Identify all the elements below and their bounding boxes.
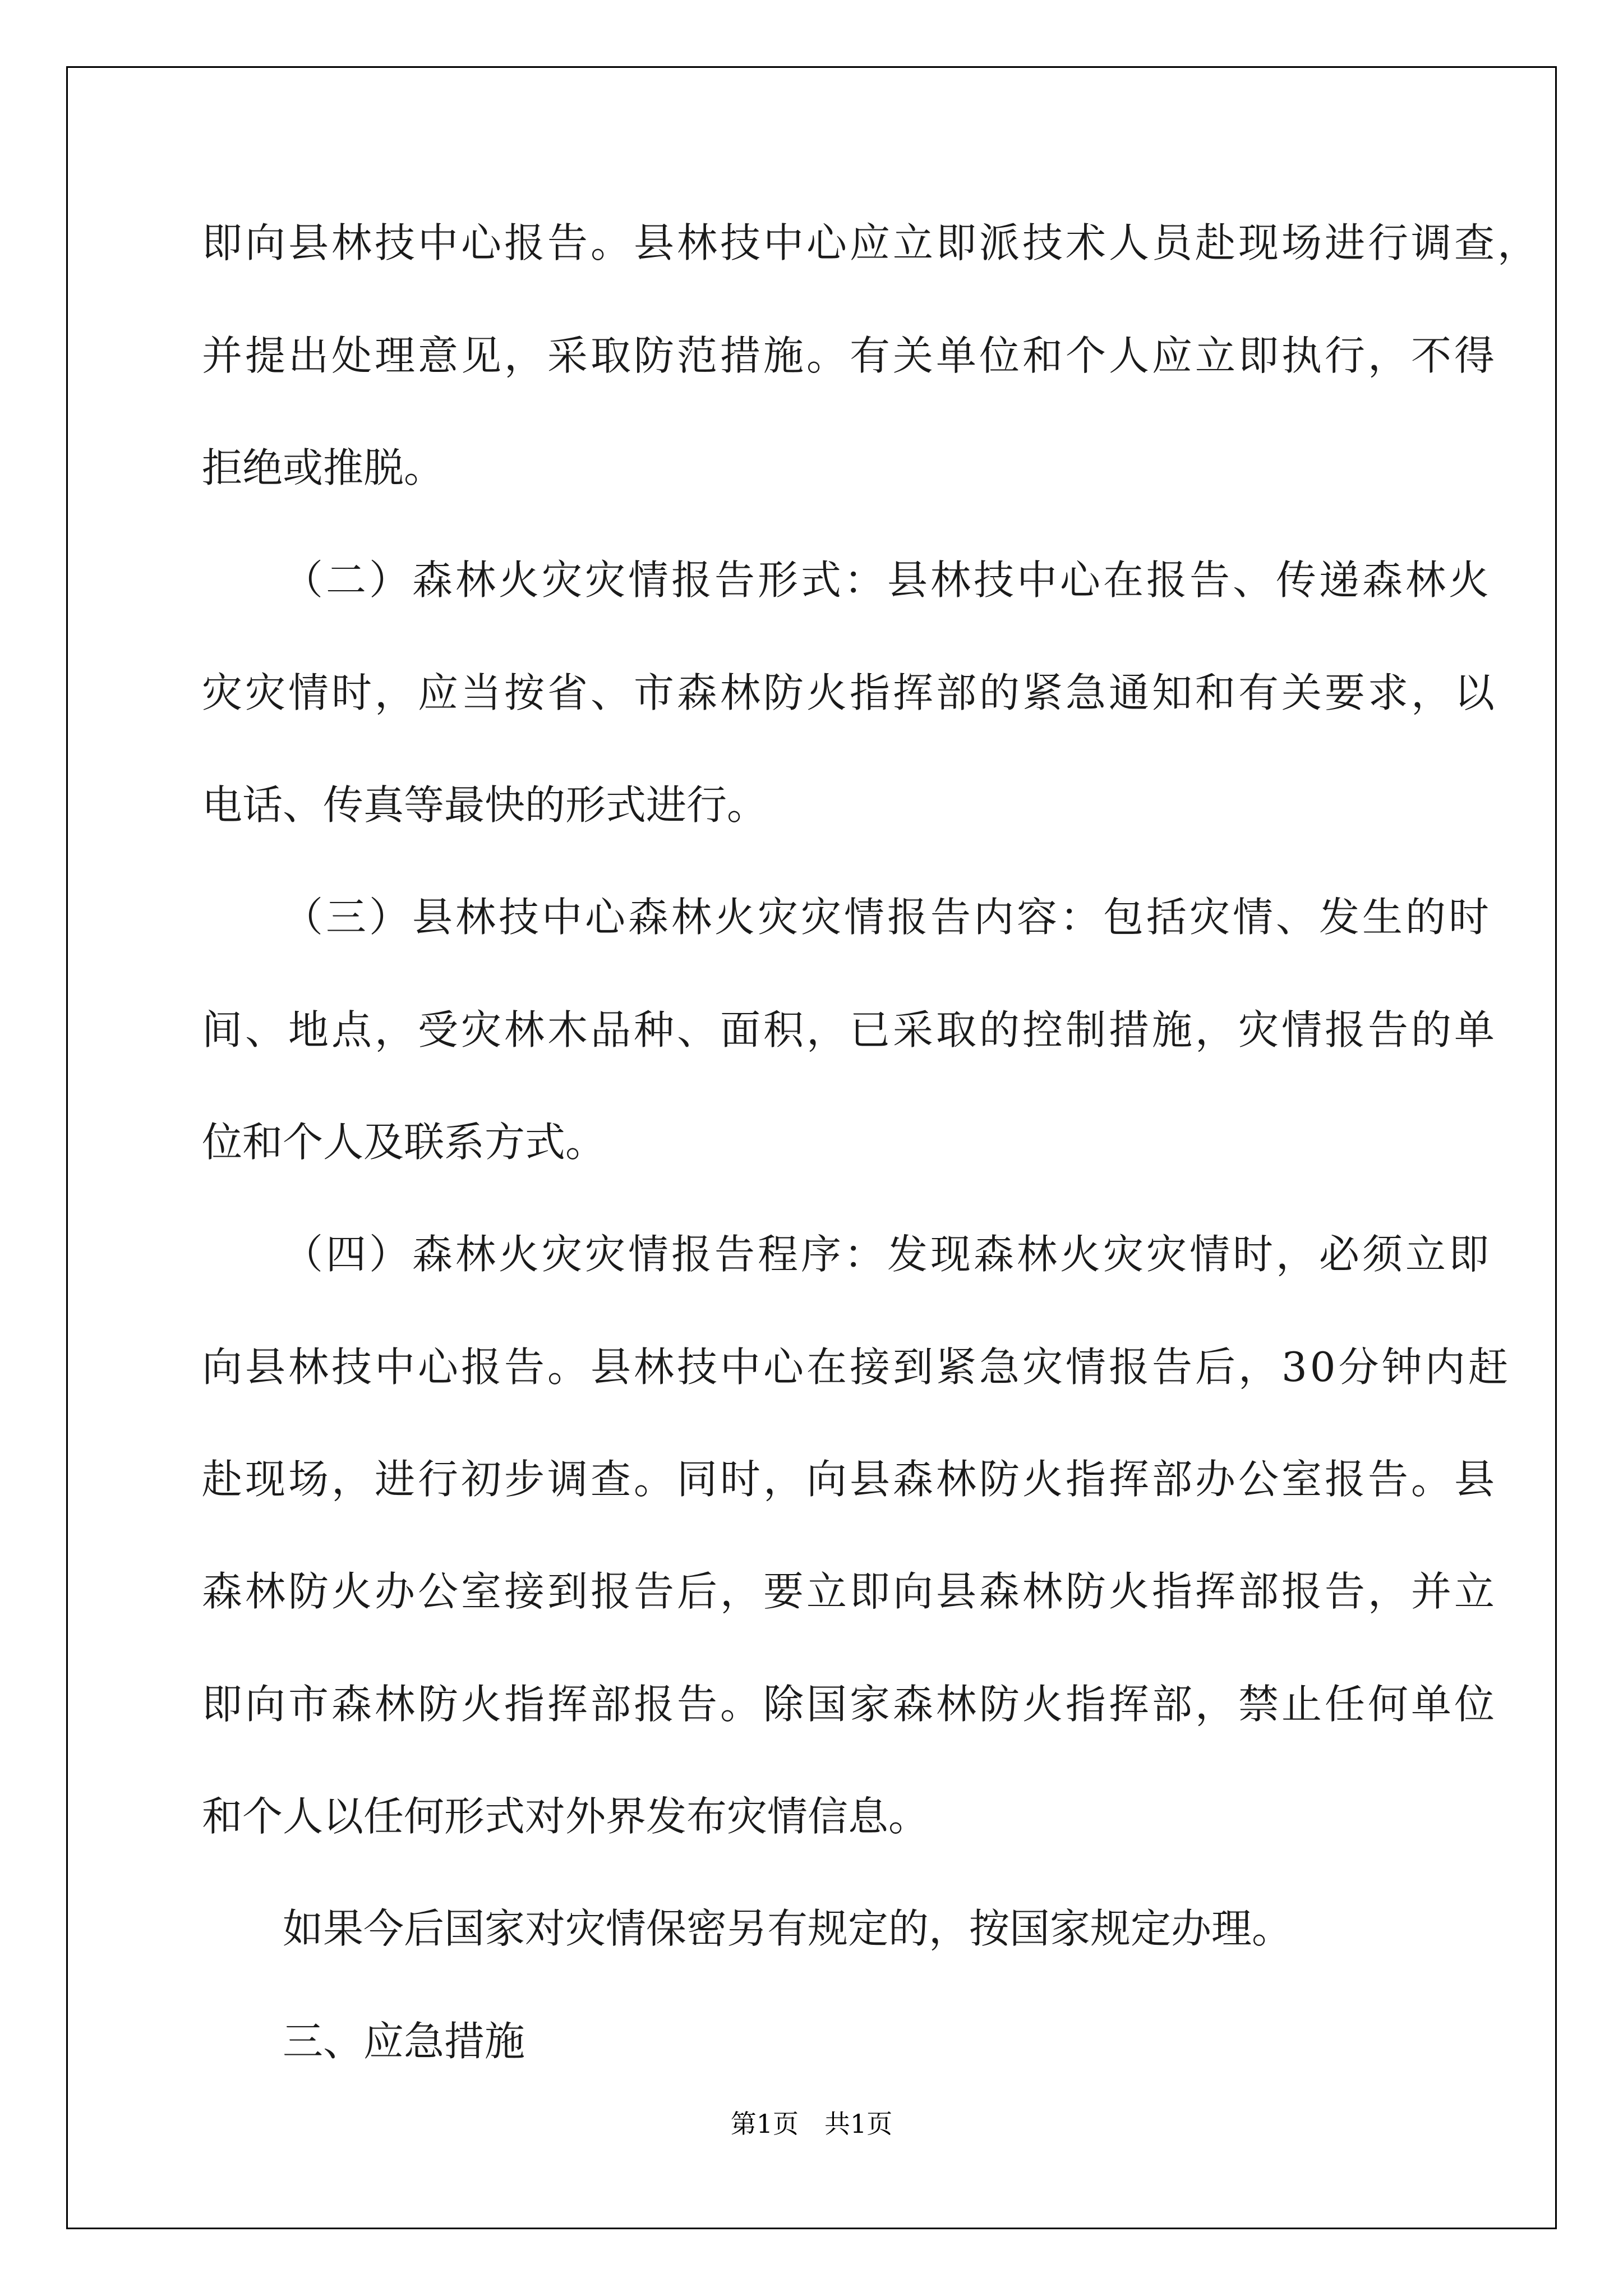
section-heading: 三、应急措施 (283, 2018, 525, 2065)
paragraph-line: 位和个人及联系方式。 (202, 1119, 606, 1166)
paragraph-line: （二）森林火灾灾情报告形式：县林技中心在报告、传递森林火 (283, 556, 1492, 604)
paragraph-line: 电话、传真等最快的形式进行。 (202, 781, 768, 829)
paragraph-line: 间、地点，受灾林木品种、面积，已采取的控制措施，灾情报告的单 (202, 1006, 1498, 1053)
paragraph-line: 森林防火办公室接到报告后，要立即向县森林防火指挥部报告，并立 (202, 1568, 1498, 1615)
page-footer: 第1页 共1页 (730, 2109, 893, 2139)
paragraph-line: 和个人以任何形式对外界发布灾情信息。 (202, 1793, 929, 1840)
paragraph-line: （四）森林火灾灾情报告程序：发现森林火灾灾情时，必须立即 (283, 1231, 1492, 1278)
paragraph-line: 灾灾情时，应当按省、市森林防火指挥部的紧急通知和有关要求，以 (202, 669, 1498, 716)
paragraph-line: 拒绝或推脱。 (202, 444, 445, 491)
paragraph-line: 如果今后国家对灾情保密另有规定的，按国家规定办理。 (283, 1905, 1293, 1952)
paragraph-line: 向县林技中心报告。县林技中心在接到紧急灾情报告后，30分钟内赶 (202, 1343, 1511, 1391)
paragraph-line: 并提出处理意见，采取防范措施。有关单位和个人应立即执行，不得 (202, 332, 1498, 379)
paragraph-line: （三）县林技中心森林火灾灾情报告内容：包括灾情、发生的时 (283, 894, 1492, 941)
paragraph-line: 即向县林技中心报告。县林技中心应立即派技术人员赴现场进行调查， (202, 219, 1541, 266)
paragraph-line: 赴现场，进行初步调查。同时，向县森林防火指挥部办公室报告。县 (202, 1456, 1498, 1503)
paragraph-line: 即向市森林防火指挥部报告。除国家森林防火指挥部，禁止任何单位 (202, 1681, 1498, 1728)
